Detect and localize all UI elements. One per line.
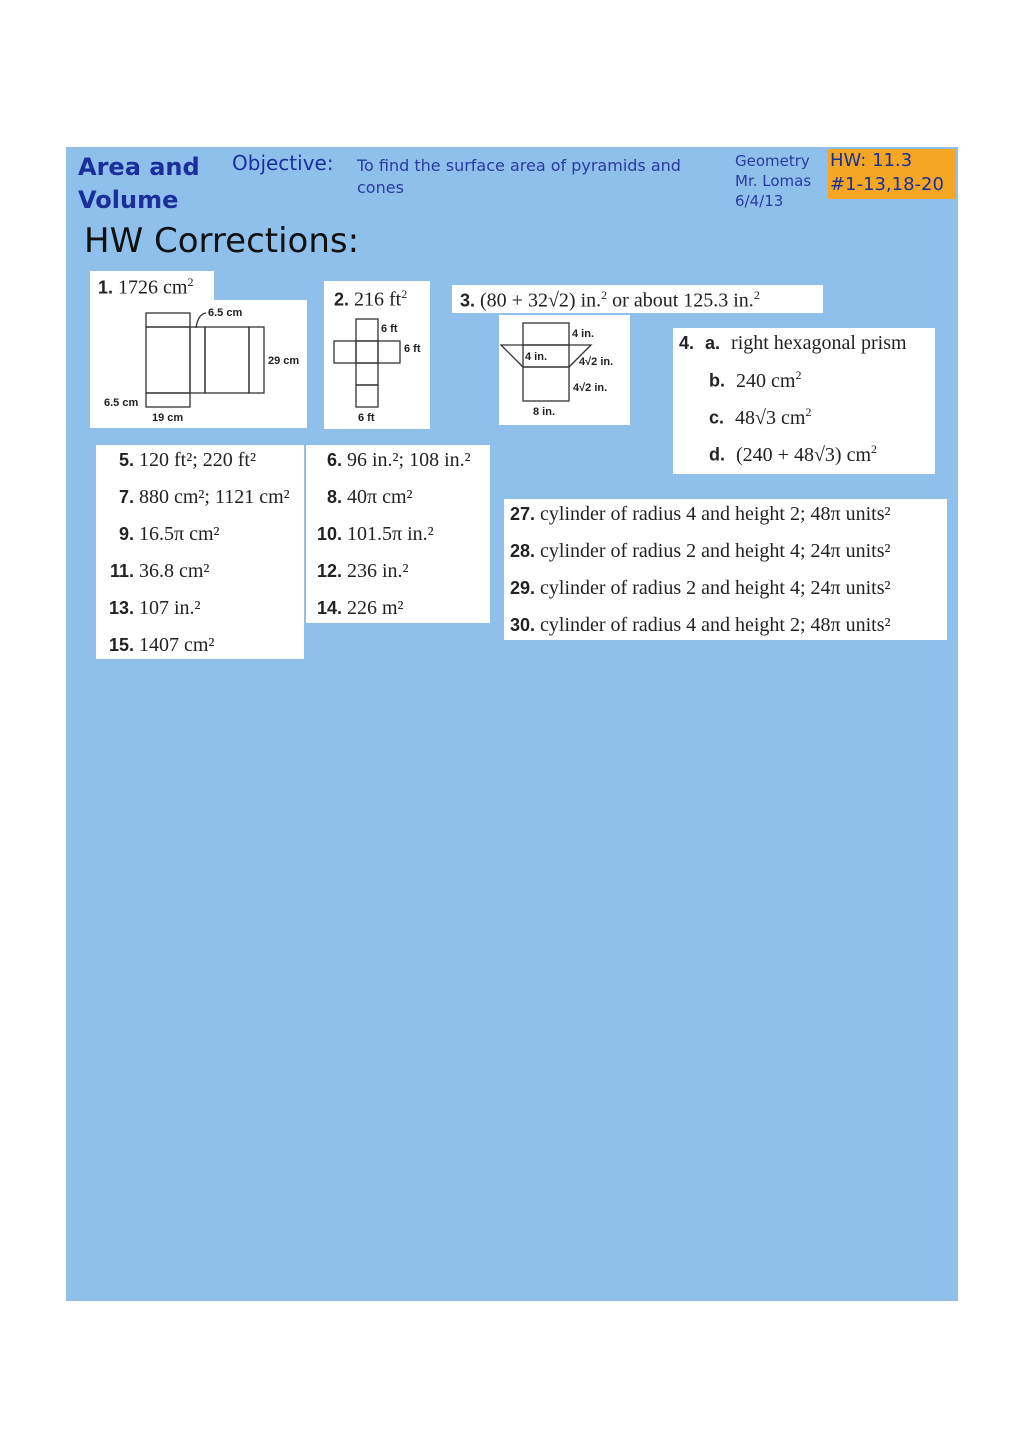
net-label-slant: 4√2 in.: [579, 356, 614, 368]
part-letter: c.: [709, 407, 725, 428]
answer-number: 3.: [460, 290, 476, 311]
answer-text: 216 ft: [354, 288, 402, 311]
part-exponent: 2: [795, 368, 802, 382]
net-label-bottom: 8 in.: [533, 406, 556, 418]
answer-text: 16.5π cm²: [139, 523, 220, 545]
answer-number: 2.: [334, 289, 350, 310]
answer-exponent: 2: [601, 288, 608, 302]
answers-cylinder-column: [504, 499, 947, 640]
answer-number: 13.: [108, 598, 134, 618]
lesson-date: 6/4/13: [735, 192, 784, 210]
hw-problems: #1-13,18-20: [830, 174, 944, 195]
answer-number: 1.: [98, 277, 114, 298]
answer-1-net-figure: [90, 300, 307, 428]
answer-number: 30.: [510, 615, 536, 635]
answer-text: 1407 cm²: [139, 634, 215, 656]
answer-text: 101.5π in.²: [347, 523, 434, 545]
answer-number: 10.: [316, 524, 342, 544]
answer-number: 9.: [118, 524, 134, 544]
answer-text: 107 in.²: [139, 597, 201, 619]
net-label-bottom: 6 ft: [358, 412, 375, 424]
part-letter: d.: [709, 444, 725, 465]
net-label-side-1: 6 ft: [381, 323, 398, 335]
answer-4-card: [673, 328, 935, 474]
objective-label: Objective:: [232, 151, 334, 175]
answer-text: 40π cm²: [347, 486, 413, 508]
answer-number: 15.: [108, 635, 134, 655]
answer-text: cylinder of radius 2 and height 4; 24π units²: [540, 540, 891, 562]
part-text: right hexagonal prism: [731, 332, 907, 354]
net-label-bottom: 19 cm: [152, 412, 184, 424]
answer-number: 27.: [510, 504, 536, 524]
answer-text: cylinder of radius 4 and height 2; 48π units²: [540, 614, 891, 636]
answer-text: cylinder of radius 2 and height 4; 24π units²: [540, 577, 891, 599]
hw-assignment: HW: 11.3: [830, 150, 913, 171]
net-label-top: 4 in.: [572, 328, 595, 340]
course-name: Geometry: [735, 152, 810, 170]
cube-net: [324, 281, 430, 429]
lesson-title: [78, 151, 200, 217]
answer-number: 29.: [510, 578, 536, 598]
answer-3-net-figure: [499, 315, 630, 425]
corrections-heading: HW Corrections:: [84, 221, 360, 261]
answers-even-column: [306, 445, 490, 623]
net-label-right: 29 cm: [268, 355, 300, 367]
pyramid-net: [499, 315, 630, 425]
net-label-left: 6.5 cm: [104, 397, 139, 409]
slide-page: [66, 147, 958, 1301]
answer-text: 120 ft²; 220 ft²: [139, 449, 256, 471]
answer-number: 5.: [118, 450, 134, 470]
answer-number: 14.: [316, 598, 342, 618]
answer-2-card: [324, 281, 430, 429]
net-label-left: 4 in.: [525, 351, 548, 363]
answer-text-approx: or about 125.3 in.: [607, 289, 754, 312]
answer-number: 6.: [326, 450, 342, 470]
part-exponent: 2: [805, 405, 812, 419]
part-text: 48√3 cm: [735, 406, 806, 429]
net-label-slant-2: 4√2 in.: [573, 382, 608, 394]
answer-number: 28.: [510, 541, 536, 561]
answer-exponent: 2: [187, 275, 194, 289]
objective-text: To find the surface area of pyramids and cones: [357, 156, 681, 197]
homework-badge: [828, 149, 956, 199]
answer-exponent-approx: 2: [753, 288, 760, 302]
answer-text: 226 m²: [347, 597, 404, 619]
rectangular-prism-net: [90, 300, 307, 428]
answer-text: 236 in.²: [347, 560, 409, 582]
answers-odd-column: [96, 445, 304, 659]
answer-number: 8.: [326, 487, 342, 507]
net-label-side-2: 6 ft: [404, 343, 421, 355]
teacher-name: Mr. Lomas: [735, 172, 812, 190]
part-exponent: 2: [871, 442, 878, 456]
answer-number: 7.: [118, 487, 134, 507]
part-letter: a.: [705, 333, 721, 353]
answer-text: (80 + 32√2) in.: [480, 289, 602, 312]
answer-exponent: 2: [401, 287, 408, 301]
answer-number: 11.: [109, 561, 134, 581]
course-info: [735, 151, 811, 211]
answer-3-label-card: [452, 285, 823, 313]
part-text: (240 + 48√3) cm: [736, 443, 872, 466]
net-label-top: 6.5 cm: [208, 307, 243, 319]
answer-text: 96 in.²; 108 in.²: [347, 449, 471, 471]
answer-text: 880 cm²; 1121 cm²: [139, 486, 290, 508]
answer-text: cylinder of radius 4 and height 2; 48π units²: [540, 503, 891, 525]
answer-number: 4.: [679, 333, 695, 353]
part-text: 240 cm: [736, 369, 796, 392]
answer-1-label-card: [90, 271, 214, 301]
title-line-2: Volume: [78, 186, 179, 214]
answer-number: 12.: [316, 561, 342, 581]
part-letter: b.: [709, 370, 725, 391]
answer-text: 36.8 cm²: [139, 560, 210, 582]
title-line-1: Area and: [78, 153, 200, 181]
answer-text: 1726 cm: [118, 276, 188, 299]
